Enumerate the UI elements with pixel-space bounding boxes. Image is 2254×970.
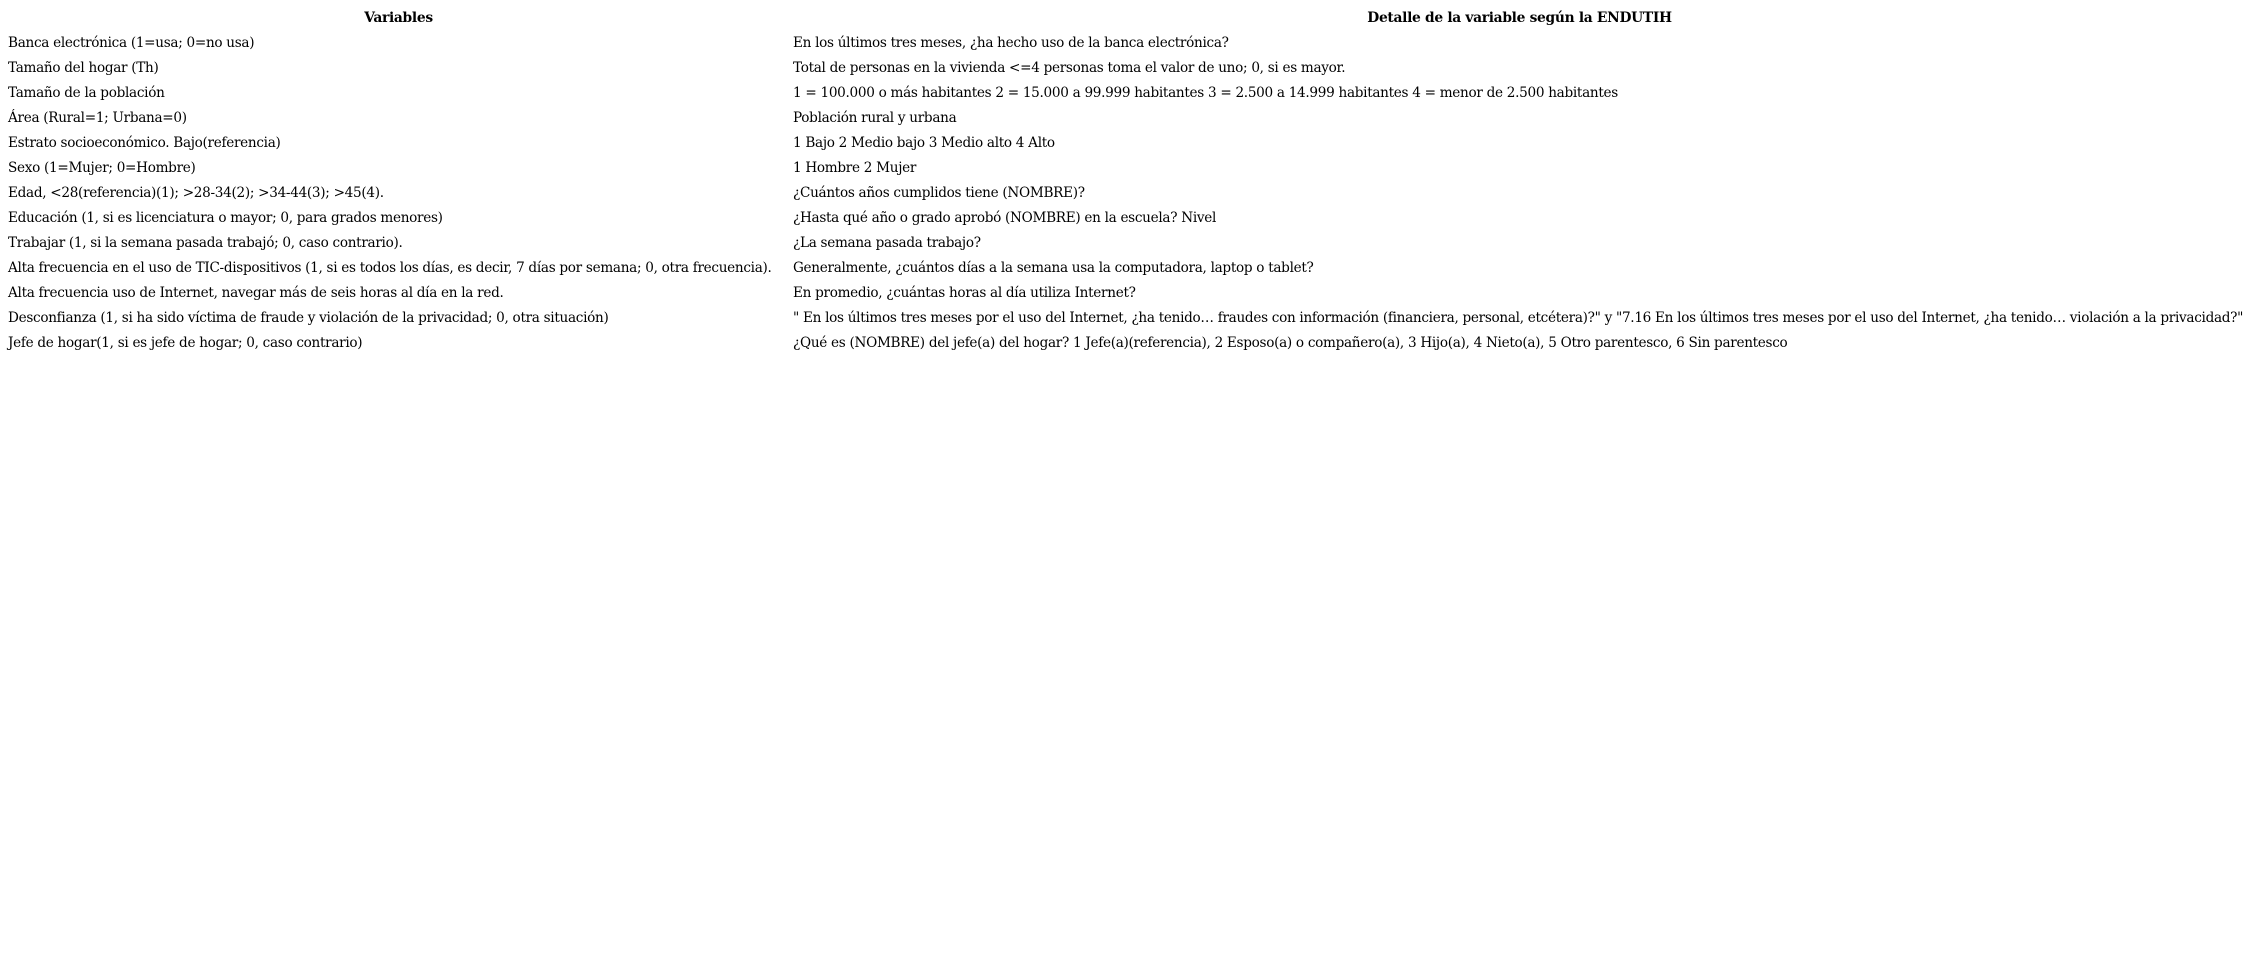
- detail-cell: Población rural y urbana: [793, 110, 957, 126]
- table-row: [6, 181, 2248, 206]
- detail-cell: ¿Qué es (NOMBRE) del jefe(a) del hogar? 1 Jefe(a)(referencia), 2 Esposo(a) o compañero(a), 3 Hijo(a), 4 Nieto(a), 5 Otro parentesco, 6 Sin parentesco: [793, 335, 1788, 351]
- variable-cell: Banca electrónica (1=usa; 0=no usa): [8, 35, 255, 51]
- table-row: [6, 106, 2248, 131]
- detail-cell: 1 = 100.000 o más habitantes 2 = 15.000 a 99.999 habitantes 3 = 2.500 a 14.999 habitantes 4 = menor de 2.500 habitantes: [793, 85, 1618, 101]
- table-body: [6, 31, 2248, 356]
- detail-cell: ¿La semana pasada trabajo?: [793, 235, 981, 251]
- variable-cell: Desconfianza (1, si ha sido víctima de fraude y violación de la privacidad; 0, otra situación): [8, 310, 609, 326]
- variable-cell: Estrato socioeconómico. Bajo(referencia): [8, 135, 281, 151]
- table-row: [6, 81, 2248, 106]
- variables-table: [6, 6, 2248, 356]
- detail-cell: 1 Bajo 2 Medio bajo 3 Medio alto 4 Alto: [793, 135, 1055, 151]
- variable-cell: Jefe de hogar(1, si es jefe de hogar; 0, caso contrario): [8, 335, 363, 351]
- variable-cell: Educación (1, si es licenciatura o mayor; 0, para grados menores): [8, 210, 443, 226]
- variable-cell: Trabajar (1, si la semana pasada trabajó; 0, caso contrario).: [8, 235, 403, 251]
- variable-cell: Edad, <28(referencia)(1); >28-34(2); >34-44(3); >45(4).: [8, 185, 384, 201]
- variable-cell: Área (Rural=1; Urbana=0): [8, 110, 187, 126]
- variable-cell: Tamaño del hogar (Th): [8, 60, 159, 76]
- detail-cell: " En los últimos tres meses por el uso del Internet, ¿ha tenido… fraudes con información (financiera, personal, etcétera)?" y "7.16 En los últimos tres meses por el uso del Internet, ¿ha tenido… violación a la privacidad?": [793, 310, 2244, 326]
- detail-cell: ¿Hasta qué año o grado aprobó (NOMBRE) en la escuela? Nivel: [793, 210, 1217, 226]
- table-row: [6, 206, 2248, 231]
- table-row: [6, 31, 2248, 56]
- table-row: [6, 281, 2248, 306]
- variable-cell: Sexo (1=Mujer; 0=Hombre): [8, 160, 196, 176]
- column-header-variables: Variables: [364, 10, 433, 26]
- table-row: [6, 131, 2248, 156]
- table-header-row: [6, 6, 2248, 31]
- table-row: [6, 256, 2248, 281]
- detail-cell: En los últimos tres meses, ¿ha hecho uso de la banca electrónica?: [793, 35, 1229, 51]
- document-page: [6, 6, 2248, 356]
- variable-cell: Tamaño de la población: [8, 85, 165, 101]
- detail-cell: ¿Cuántos años cumplidos tiene (NOMBRE)?: [793, 185, 1085, 201]
- table-row: [6, 306, 2248, 331]
- detail-cell: 1 Hombre 2 Mujer: [793, 160, 917, 176]
- table-row: [6, 331, 2248, 356]
- table-row: [6, 56, 2248, 81]
- detail-cell: Total de personas en la vivienda <=4 personas toma el valor de uno; 0, si es mayor.: [793, 60, 1346, 76]
- variable-cell: Alta frecuencia en el uso de TIC-dispositivos (1, si es todos los días, es decir, 7 días por semana; 0, otra frecuencia).: [8, 260, 772, 276]
- column-header-detalle: Detalle de la variable según la ENDUTIH: [1367, 10, 1672, 26]
- variable-cell: Alta frecuencia uso de Internet, navegar más de seis horas al día en la red.: [8, 285, 504, 301]
- table-row: [6, 231, 2248, 256]
- detail-cell: Generalmente, ¿cuántos días a la semana usa la computadora, laptop o tablet?: [793, 260, 1314, 276]
- detail-cell: En promedio, ¿cuántas horas al día utiliza Internet?: [793, 285, 1136, 301]
- table-row: [6, 156, 2248, 181]
